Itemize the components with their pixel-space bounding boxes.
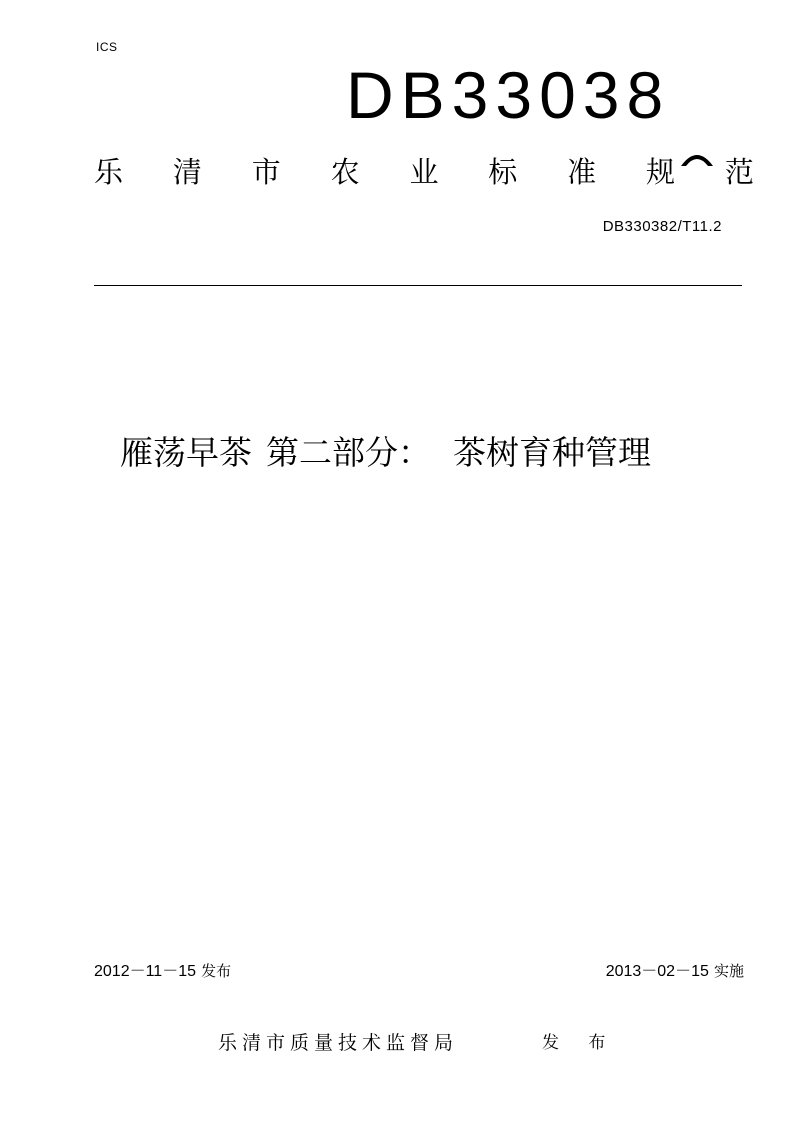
db-code: DB33038	[346, 58, 671, 132]
standard-number: DB330382/T11.2	[602, 218, 722, 235]
standard-type-char: 业	[409, 155, 439, 189]
title-part-1: 雁荡早茶	[120, 433, 252, 472]
publish-label: 发布	[201, 962, 232, 980]
standard-type-char: 农	[330, 155, 360, 189]
document-title	[120, 433, 651, 472]
standard-type-char: 范	[724, 155, 754, 189]
standard-type-heading	[94, 155, 754, 189]
implement-label: 实施	[713, 962, 744, 980]
standard-type-char: 清	[172, 155, 202, 189]
standard-type-char: 准	[567, 155, 597, 189]
title-part-3: 茶树育种管理	[453, 433, 651, 472]
publish-date: 2012－11－15	[94, 963, 197, 980]
clipped-glyph-arc	[678, 146, 716, 168]
title-part-2: 第二部分：	[266, 433, 431, 472]
standard-type-char: 乐	[94, 155, 124, 189]
standard-type-char: 规	[646, 155, 676, 189]
implement-date-block	[606, 958, 744, 981]
issue-label: 发 布	[542, 1033, 618, 1053]
header-divider	[94, 285, 742, 286]
standard-type-char: 市	[251, 155, 281, 189]
ics-label: ICS	[96, 40, 118, 54]
standard-type-char: 标	[488, 155, 518, 189]
issuing-authority: 乐清市质量技术监督局	[218, 1032, 459, 1054]
publish-date-block	[94, 958, 231, 981]
implement-date: 2013－02－15	[605, 963, 709, 980]
